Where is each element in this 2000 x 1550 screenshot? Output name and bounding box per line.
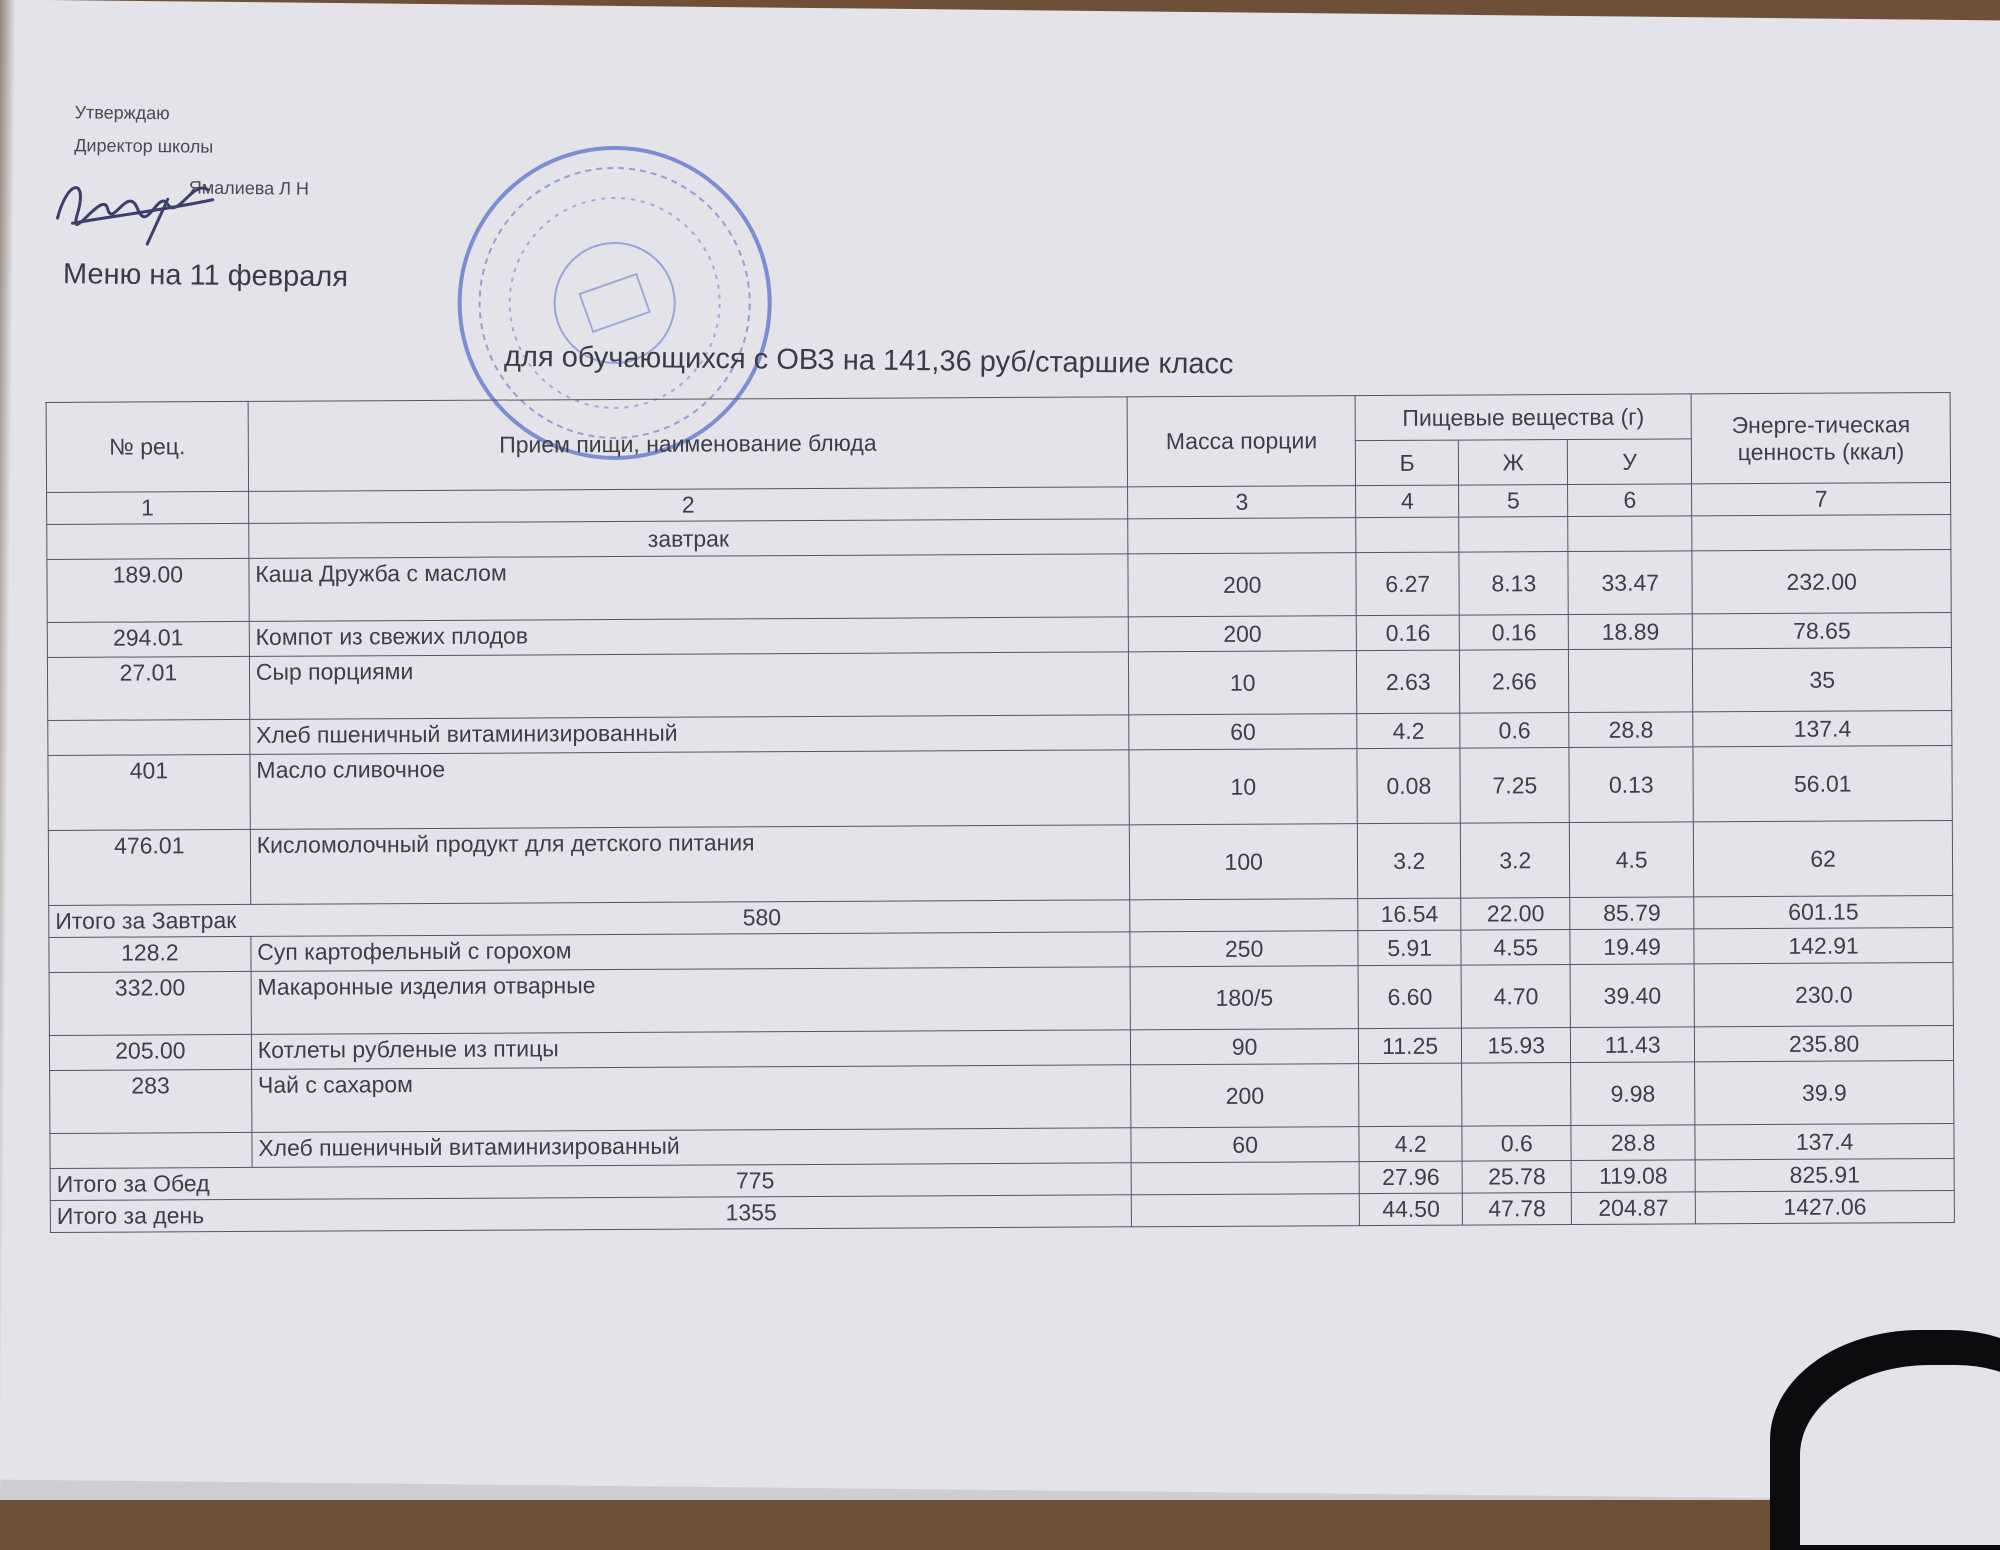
energy-value: 232.00: [1692, 550, 1951, 614]
energy-value: 235.80: [1695, 1026, 1954, 1062]
total-label: Итого за Обед: [56, 1170, 210, 1197]
carb-value: 0.13: [1569, 747, 1694, 823]
protein-value: 0.16: [1356, 615, 1460, 651]
energy-value: 56.01: [1693, 746, 1952, 822]
column-number: 1: [47, 491, 249, 524]
protein-value: 2.63: [1356, 650, 1460, 714]
dish-name: Компот из свежих плодов: [249, 617, 1129, 657]
recipe-number: [50, 1132, 252, 1168]
fat-value: 0.16: [1460, 615, 1569, 651]
fat-value: 7.25: [1460, 748, 1569, 824]
energy-value: 137.4: [1695, 1124, 1954, 1160]
table-row: [49, 963, 1953, 1036]
fat-value: 4.55: [1461, 930, 1570, 966]
total-fat: 25.78: [1463, 1161, 1572, 1194]
total-energy: 601.15: [1694, 896, 1953, 929]
column-number: 3: [1128, 486, 1356, 519]
total-energy: 1427.06: [1696, 1191, 1955, 1224]
director-label: Директор школы: [74, 135, 214, 157]
header-kcal: Энерге-тическая ценность (ккал): [1691, 393, 1950, 484]
total-label: Итого за Завтрак: [55, 906, 237, 934]
fat-value: 4.70: [1462, 965, 1571, 1029]
total-carb: 119.08: [1571, 1160, 1695, 1193]
total-mass: 580: [742, 904, 782, 931]
total-fat: 47.78: [1463, 1193, 1572, 1226]
total-mass: 775: [735, 1167, 775, 1194]
protein-value: 5.91: [1358, 930, 1462, 966]
dish-name: Кисломолочный продукт для детского питания: [250, 825, 1130, 905]
section-label-breakfast: завтрак: [249, 519, 1129, 559]
fat-value: 3.2: [1461, 823, 1570, 899]
director-name: Ямалиева Л Н: [188, 177, 310, 199]
recipe-number: 205.00: [49, 1034, 251, 1070]
recipe-number: 27.01: [47, 656, 249, 720]
column-number: 4: [1356, 485, 1460, 518]
carb-value: 39.40: [1570, 964, 1695, 1028]
portion-mass: 250: [1130, 931, 1358, 967]
dish-name: Хлеб пшеничный витаминизированный: [250, 715, 1130, 755]
table-row: [47, 550, 1951, 623]
total-protein: 44.50: [1359, 1193, 1463, 1226]
portion-mass: 60: [1129, 714, 1357, 750]
portion-mass: 200: [1128, 553, 1356, 617]
energy-value: 142.91: [1694, 928, 1953, 964]
total-label: Итого за день: [56, 1202, 205, 1229]
recipe-number: 332.00: [49, 971, 251, 1035]
header-dish: Прием пищи, наименование блюда: [248, 397, 1128, 492]
fat-value: 2.66: [1460, 650, 1569, 714]
director-signature: [47, 168, 218, 250]
energy-value: 62: [1694, 821, 1953, 897]
header-mass: Масса порции: [1127, 396, 1355, 487]
carb-value: [1569, 649, 1694, 713]
menu-subtitle: для обучающихся с ОВЗ на 141,36 руб/старшие класс: [503, 340, 1234, 381]
total-fat: 22.00: [1461, 898, 1570, 931]
total-mass: 1355: [725, 1199, 777, 1226]
protein-value: 3.2: [1357, 823, 1461, 899]
header-u: У: [1567, 439, 1691, 485]
protein-value: 6.60: [1358, 965, 1462, 1029]
recipe-number: 401: [48, 754, 250, 830]
total-protein: 27.96: [1359, 1161, 1463, 1194]
fat-value: 0.6: [1460, 713, 1569, 749]
header-nutrients: Пищевые вещества (г): [1355, 394, 1692, 441]
portion-mass: 200: [1131, 1064, 1359, 1128]
portion-mass: 10: [1129, 749, 1357, 825]
portion-mass: 10: [1129, 651, 1357, 715]
dish-name: Каша Дружба с маслом: [249, 554, 1129, 622]
paper-edge: [0, 0, 16, 1500]
recipe-number: 128.2: [49, 936, 251, 972]
dish-name: Хлеб пшеничный витаминизированный: [252, 1128, 1132, 1168]
carb-value: 28.8: [1571, 1125, 1695, 1161]
portion-mass: 60: [1131, 1127, 1359, 1163]
header-b: Б: [1355, 440, 1459, 486]
recipe-number: 476.01: [48, 829, 250, 905]
carb-value: 18.89: [1568, 614, 1692, 650]
column-number: 7: [1692, 483, 1951, 516]
dish-name: Суп картофельный с горохом: [251, 932, 1131, 972]
fat-value: [1462, 1063, 1571, 1127]
protein-value: 0.08: [1357, 748, 1461, 824]
table-row: [50, 1061, 1954, 1134]
recipe-number: 294.01: [47, 621, 249, 657]
carb-value: 33.47: [1568, 551, 1693, 615]
energy-value: 230.0: [1694, 963, 1953, 1027]
protein-value: 4.2: [1359, 1126, 1463, 1162]
protein-value: 4.2: [1357, 713, 1461, 749]
total-carb: 85.79: [1570, 897, 1694, 930]
recipe-number: 283: [50, 1069, 252, 1133]
day-total-cell: [50, 1195, 1131, 1233]
portion-mass: 100: [1130, 824, 1358, 900]
recipe-number: 189.00: [47, 558, 249, 622]
approve-label: Утверждаю: [74, 102, 170, 124]
energy-value: 137.4: [1693, 711, 1952, 747]
header-rec: № рец.: [46, 401, 248, 492]
menu-table: [46, 392, 1955, 1233]
header-zh: Ж: [1459, 440, 1568, 486]
protein-value: 11.25: [1358, 1028, 1462, 1064]
dish-name: Сыр порциями: [249, 652, 1129, 720]
column-number: 6: [1568, 484, 1692, 517]
dish-name: Чай с сахаром: [251, 1065, 1131, 1133]
total-carb: 204.87: [1571, 1192, 1695, 1225]
fat-value: 0.6: [1462, 1126, 1571, 1162]
portion-mass: 180/5: [1130, 966, 1358, 1030]
table-row: [47, 648, 1951, 721]
carb-value: 4.5: [1569, 822, 1694, 898]
table-row: [48, 821, 1952, 906]
protein-value: [1359, 1063, 1463, 1127]
carb-value: 28.8: [1569, 712, 1693, 748]
dish-name: Макаронные изделия отварные: [251, 967, 1131, 1035]
carb-value: 9.98: [1571, 1062, 1696, 1126]
fat-value: 8.13: [1459, 552, 1568, 616]
total-energy: 825.91: [1695, 1159, 1954, 1192]
recipe-number: [48, 719, 250, 755]
portion-mass: 90: [1131, 1029, 1359, 1065]
carb-value: 19.49: [1570, 929, 1694, 965]
column-number: 5: [1459, 485, 1568, 518]
portion-mass: 200: [1129, 616, 1357, 652]
dish-name: Масло сливочное: [250, 750, 1130, 830]
menu-title: Меню на 11 февраля: [62, 258, 349, 294]
protein-value: 6.27: [1356, 552, 1460, 616]
carb-value: 11.43: [1570, 1027, 1694, 1063]
energy-value: 35: [1693, 648, 1952, 712]
energy-value: 39.9: [1695, 1061, 1954, 1125]
column-number: 2: [248, 487, 1128, 524]
fat-value: 15.93: [1462, 1028, 1571, 1064]
total-protein: 16.54: [1358, 898, 1462, 931]
dish-name: Котлеты рубленые из птицы: [251, 1030, 1131, 1070]
energy-value: 78.65: [1692, 613, 1951, 649]
table-row: [48, 746, 1952, 831]
